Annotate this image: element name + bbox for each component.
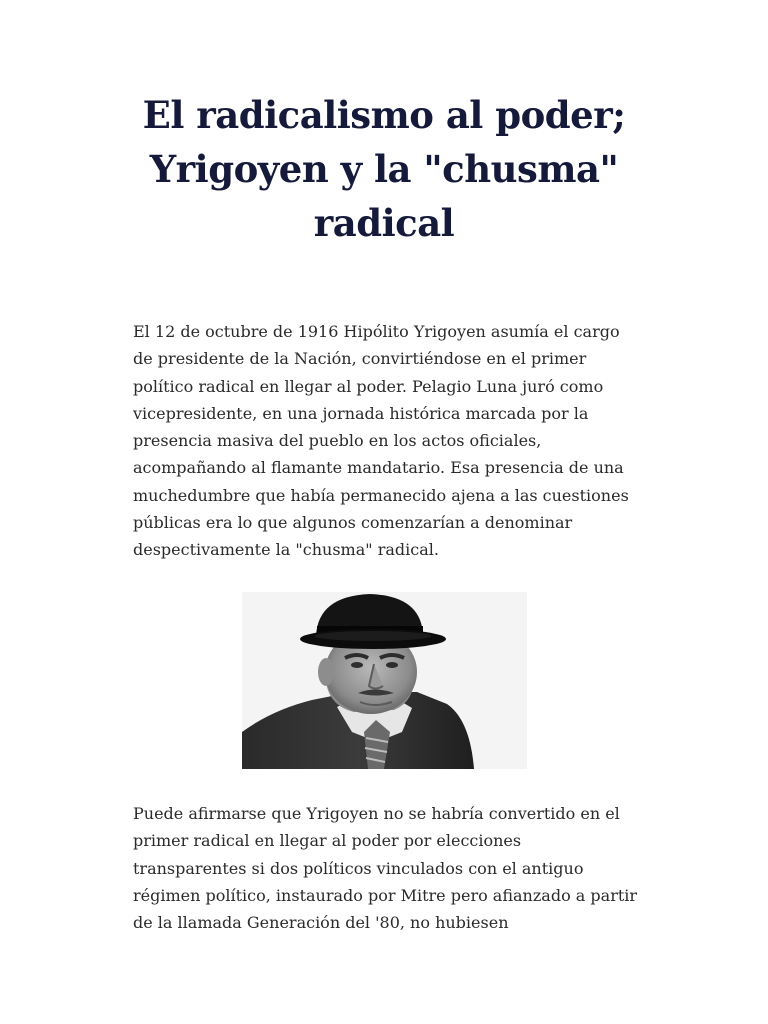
article-paragraph-1: El 12 de octubre de 1916 Hipólito Yrigoyen asumía el cargo de presidente de la Nación, convirtiéndose en el primer político radical en llegar al poder. Pelagio Luna juró como vicepresidente, en una jornada histórica marcada por la presencia masiva del pueblo en los actos oficiales, acompañando al flamante mandatario. Esa presencia de una muchedumbre que había permanecido ajena a las cuestiones públicas era lo que algunos comenzarían a denominar despectivamente la "chusma" radical. xyxy=(133,322,629,560)
portrait-photo xyxy=(242,592,527,769)
article-title: El radicalismo al poder; Yrigoyen y la "chusma" radical xyxy=(142,93,626,245)
article-paragraph-2: Puede afirmarse que Yrigoyen no se habría convertido en el primer radical en llegar al poder por elecciones transparentes si dos políticos vinculados con el antiguo régimen político, instaurado por Mitre pero afianzado a partir de la llamada Generación del '80, no hubiesen xyxy=(133,804,638,933)
